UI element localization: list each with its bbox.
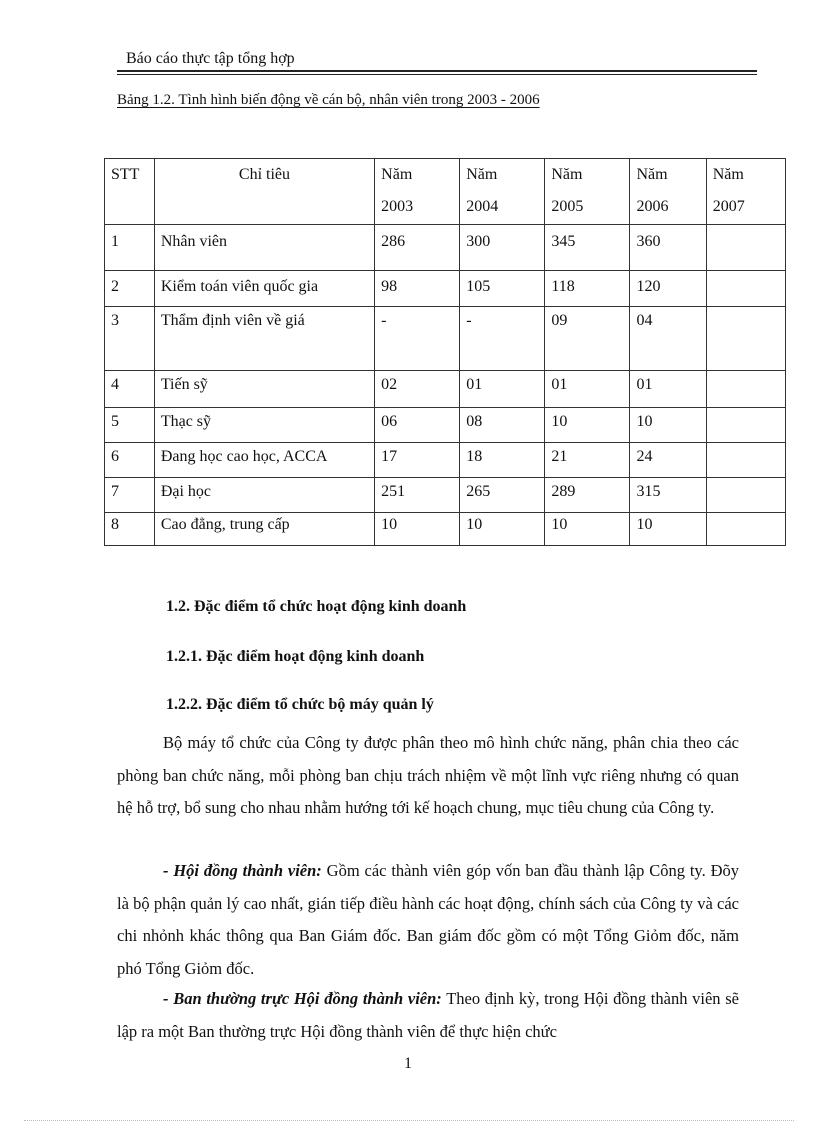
cell-2005: 01 <box>545 371 630 408</box>
header-rule <box>117 70 757 75</box>
header-year-2006 <box>630 159 706 225</box>
cell-stt: 2 <box>105 271 155 307</box>
header-year-word: Năm <box>636 166 668 183</box>
cell-2007 <box>706 307 785 371</box>
staff-table <box>104 158 786 546</box>
cell-stt: 7 <box>105 478 155 513</box>
header-year-value: 2005 <box>551 198 584 215</box>
table-row <box>105 443 786 478</box>
cell-label: Nhân viên <box>154 225 374 271</box>
cell-2006: 01 <box>630 371 706 408</box>
page-number: 1 <box>404 1055 412 1072</box>
header-year-value: 2004 <box>466 198 499 215</box>
paragraph-text: Bộ máy tổ chức của Công ty được phân theo mô hình chức năng, phân chia theo các phòng ban chức năng, mỗi phòng ban chịu trách nhiệm về một lĩnh vực riêng nhưng có quan hệ hỗ trợ, bổ sung cho nhau nhằm hướng tới kế hoạch chung, mục tiêu chung của Công ty. <box>117 733 739 817</box>
cell-label: Thẩm định viên về giá <box>154 307 374 371</box>
paragraph-members-council <box>117 855 739 985</box>
header-year-value: 2007 <box>712 198 745 215</box>
header-year-value: 2006 <box>636 198 669 215</box>
cell-2006: 24 <box>630 443 706 478</box>
header-year-value: 2003 <box>381 198 414 215</box>
table-row <box>105 408 786 443</box>
header-stt <box>105 159 155 225</box>
cell-2005: 21 <box>545 443 630 478</box>
cell-2005: 10 <box>545 408 630 443</box>
cell-stt: 4 <box>105 371 155 408</box>
table-header-row <box>105 159 786 225</box>
header-year-word: Năm <box>381 166 413 183</box>
paragraph-text: Gồm các thành viên góp vốn ban đầu thành lập Công ty. Đõy là bộ phận quản lý cao nhất, gián tiếp điều hành các hoạt động, chính sách của Công ty và các chi nhỏnh khác thông qua Ban Giám đốc. Ban giám đốc gồm có một Tổng Giỏm đốc, năm phó Tổng Giỏm đốc. <box>117 861 740 978</box>
cell-2004: 08 <box>460 408 545 443</box>
cell-2004: 10 <box>460 513 545 546</box>
cell-2003: 17 <box>375 443 460 478</box>
cell-2004: 01 <box>460 371 545 408</box>
cell-2007 <box>706 443 785 478</box>
cell-2006: 120 <box>630 271 706 307</box>
header-year-word: Năm <box>551 166 583 183</box>
table-caption: Bảng 1.2. Tình hình biến động về cán bộ, nhân viên trong 2003 - 2006 <box>117 92 540 108</box>
table-row <box>105 371 786 408</box>
cell-2003: 286 <box>375 225 460 271</box>
header-year-2004 <box>460 159 545 225</box>
cell-label: Thạc sỹ <box>154 408 374 443</box>
section-heading-1-2-1: 1.2.1. Đặc điểm hoạt động kinh doanh <box>166 648 425 665</box>
cell-2006: 10 <box>630 513 706 546</box>
cell-2003: 98 <box>375 271 460 307</box>
cell-label: Đang học cao học, ACCA <box>154 443 374 478</box>
cell-stt: 8 <box>105 513 155 546</box>
header-year-2007 <box>706 159 785 225</box>
paragraph-text: Theo định kỳ, trong Hội đồng thành viên sẽ lập ra một Ban thường trực Hội đồng thành viên để thực hiện chức <box>117 989 739 1041</box>
cell-2007 <box>706 513 785 546</box>
section-heading-1-2: 1.2. Đặc điểm tổ chức hoạt động kinh doanh <box>166 598 467 615</box>
header-year-word: Năm <box>712 166 744 183</box>
cell-2007 <box>706 225 785 271</box>
cell-2004: 265 <box>460 478 545 513</box>
cell-2006: 10 <box>630 408 706 443</box>
cell-label: Kiểm toán viên quốc gia <box>154 271 374 307</box>
cell-2007 <box>706 408 785 443</box>
cell-2005: 10 <box>545 513 630 546</box>
cell-2007 <box>706 371 785 408</box>
cell-2005: 345 <box>545 225 630 271</box>
cell-2003: - <box>375 307 460 371</box>
cell-stt: 5 <box>105 408 155 443</box>
cell-2005: 118 <box>545 271 630 307</box>
table-row <box>105 307 786 371</box>
table-row <box>105 271 786 307</box>
cell-stt: 1 <box>105 225 155 271</box>
cell-label: Cao đẳng, trung cấp <box>154 513 374 546</box>
table-row <box>105 225 786 271</box>
cell-2004: - <box>460 307 545 371</box>
cell-2004: 300 <box>460 225 545 271</box>
cell-2003: 02 <box>375 371 460 408</box>
header-indicator-label: Chỉ tiêu <box>238 166 291 183</box>
header-year-2003 <box>375 159 460 225</box>
header-indicator <box>154 159 374 225</box>
cell-2006: 315 <box>630 478 706 513</box>
table-row <box>105 478 786 513</box>
header-year-2005 <box>545 159 630 225</box>
cell-2006: 04 <box>630 307 706 371</box>
cell-label: Tiến sỹ <box>154 371 374 408</box>
cell-2005: 09 <box>545 307 630 371</box>
cell-2006: 360 <box>630 225 706 271</box>
cell-2007 <box>706 478 785 513</box>
paragraph-lead: - Ban thường trực Hội đồng thành viên: <box>163 989 442 1008</box>
page-bottom-border <box>24 1120 794 1121</box>
cell-2005: 289 <box>545 478 630 513</box>
section-heading-1-2-2: 1.2.2. Đặc điểm tổ chức bộ máy quản lý <box>166 696 434 713</box>
header-stt-label: STT <box>111 166 140 183</box>
header-year-word: Năm <box>466 166 498 183</box>
cell-2003: 06 <box>375 408 460 443</box>
paragraph-standing-committee <box>117 983 739 1048</box>
paragraph-organization <box>117 727 739 825</box>
cell-2004: 18 <box>460 443 545 478</box>
paragraph-lead: - Hội đồng thành viên: <box>163 861 322 880</box>
cell-2004: 105 <box>460 271 545 307</box>
cell-2003: 251 <box>375 478 460 513</box>
cell-2007 <box>706 271 785 307</box>
table-row <box>105 513 786 546</box>
header-title: Báo cáo thực tập tổng hợp <box>126 50 295 67</box>
cell-label: Đại học <box>154 478 374 513</box>
cell-2003: 10 <box>375 513 460 546</box>
cell-stt: 3 <box>105 307 155 371</box>
cell-stt: 6 <box>105 443 155 478</box>
